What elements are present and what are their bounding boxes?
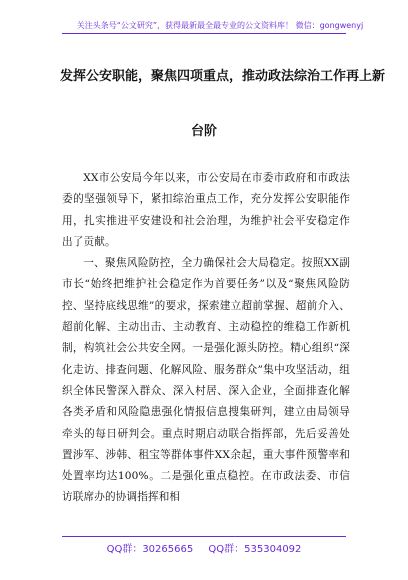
document-title-line2: 台阶: [190, 124, 217, 139]
header-banner: 关注头条号“公文研究”，获得最新最全最专业的公文资料库！ 微信：gongwenyj: [76, 21, 364, 30]
footer: [0, 540, 408, 555]
header-divider: [62, 33, 346, 34]
document-body: [62, 168, 350, 509]
document-title-line1: 发挥公安职能，聚焦四项重点，推动政法综治工作再上新: [60, 69, 386, 84]
footer-qq-group-2: QQ群：535304092: [208, 544, 302, 555]
paragraph-section-1: 一、聚焦风险防控，全力确保社会大局稳定。按照XX副市长“始终把维护社会稳定作为首要任务”以及“聚焦风险防控、坚持底线思维”的要求，探索建立超前掌握、超前介入、超前化解、主动出击、主动教育、主动稳控的维稳工作新机制，构筑社会公共安全网。一是强化源头防控。精心组织“深化走访、排查问题、化解风险、服务群众”集中攻坚活动，组织全体民警深入群众、深入村居、深入企业，全面排查化解各类矛盾和风险隐患强化情报信息搜集研判，建立由局领导牵头的每日研判会。重点时期启动联合指挥部，先后妥善处置涉军、涉韩、租宝等群体事件XX余起，重大事件预警率和处置率均达100%。二是强化重点稳控。在市政法委、市信访联席办的协调指挥和相: [62, 257, 350, 504]
footer-divider: [62, 536, 346, 537]
paragraph-intro: XX市公安局今年以来，市公安局在市委市政府和市政法委的坚强领导下，紧扣综治重点工作，充分发挥公安职能作用，扎实推进平安建设和社会治理，为维护社会平安稳定作出了贡献。: [62, 172, 350, 248]
footer-qq-group-1: QQ群：30265665: [106, 544, 194, 555]
